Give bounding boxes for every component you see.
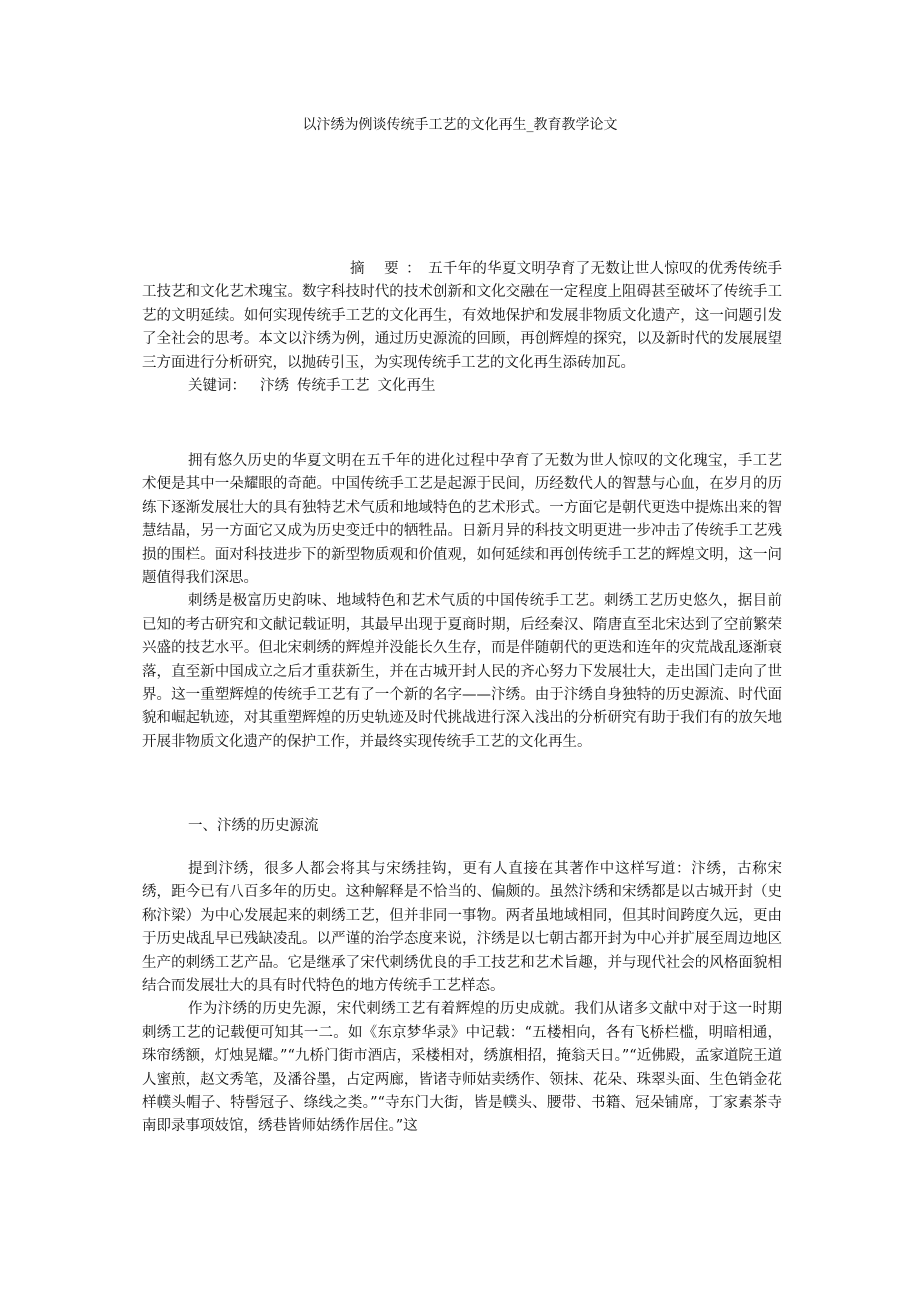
keywords-label: 关键词：: [188, 378, 246, 395]
introduction-block: [142, 450, 782, 754]
abstract-block: [142, 258, 782, 398]
keywords-line: [142, 375, 782, 398]
abstract-text: 五千年的华夏文明孕育了无数让世人惊叹的优秀传统手工技艺和文化艺术瑰宝。数字科技时代的技术创新和文化交融在一定程度上阻碍甚至破坏了传统手工艺的文明延续。如何实现传统手工艺的文化再生，有效地保护和发展非物质文化遗产，这一问题引发了全社会的思考。本文以汴绣为例，通过历史源流的回顾，再创辉煌的探究，以及新时代的发展展望三方面进行分析研究，以抛砖引玉，为实现传统手工艺的文化再生添砖加瓦。: [142, 261, 783, 371]
keyword-item: 文化再生: [377, 378, 436, 395]
abstract-label: 摘 要：: [350, 261, 429, 277]
body-paragraph: 刺绣是极富历史韵味、地域特色和艺术气质的中国传统手工艺。刺绣工艺历史悠久，据目前已知的考古研究和文献记载证明，其最早出现于夏商时期，后经秦汉、隋唐直至北宋达到了空前繁荣兴盛的技艺水平。但北宋刺绣的辉煌并没能长久生存，而是伴随朝代的更迭和连年的灾荒战乱逐渐衰落，直至新中国成立之后才重获新生，并在古城开封人民的齐心努力下发展壮大，走出国门走向了世界。这一重塑辉煌的传统手工艺有了一个新的名字——汴绣。由于汴绣自身独特的历史源流、时代面貌和崛起轨迹，对其重塑辉煌的历史轨迹及时代挑战进行深入浅出的分析研究有助于我们有的放矢地开展非物质文化遗产的保护工作，并最终实现传统手工艺的文化再生。: [142, 593, 782, 750]
section-body: [142, 858, 782, 1139]
section-heading: 一、汴绣的历史源流: [188, 818, 319, 834]
body-paragraph: 提到汴绣，很多人都会将其与宋绣挂钩，更有人直接在其著作中这样写道：汴绣，古称宋绣，距今已有八百多年的历史。这种解释是不恰当的、偏颇的。虽然汴绣和宋绣都是以古城开封（史称汴梁）为中心发展起来的刺绣工艺，但并非同一事物。两者虽地域相同，但其时间跨度久远，更由于历史战乱早已残缺凌乱。以严谨的治学态度来说，汴绣是以七朝古都开封为中心并扩展至周边地区生产的刺绣工艺产品。它是继承了宋代刺绣优良的手工技艺和艺术旨趣，并与现代社会的风格面貌相结合而发展壮大的具有时代特色的地方传统手工艺样态。: [142, 861, 782, 995]
document-title: 以汴绣为例谈传统手工艺的文化再生_教育教学论文: [302, 117, 618, 133]
keyword-item: 传统手工艺: [297, 378, 370, 395]
keyword-item: 汴绣: [260, 378, 289, 395]
abstract-paragraph: [142, 258, 782, 375]
body-paragraph: 作为汴绣的历史先源，宋代刺绣工艺有着辉煌的历史成就。我们从诸多文献中对于这一时期刺绣工艺的记载便可知其一二。如《东京梦华录》中记载：“五楼相向，各有飞桥栏槛，明暗相通，珠帘绣额，灯烛晃耀。”“九桥门街市酒店，采楼相对，绣旗相招，掩翁天日。”“近佛殿，孟家道院王道人蜜煎，赵文秀笔，及潘谷墨，占定两廊，皆诸寺师姑卖绣作、领抹、花朵、珠翠头面、生色销金花样幞头帽子、特髻冠子、绦线之类。”“寺东门大街，皆是幞头、腰带、书籍、冠朵铺席，丁家素茶寺南即录事项妓馆，绣巷皆师姑绣作居住。”这: [142, 1001, 782, 1135]
body-paragraph: 拥有悠久历史的华夏文明在五千年的进化过程中孕育了无数为世人惊叹的文化瑰宝，手工艺术便是其中一朵耀眼的奇葩。中国传统手工艺是起源于民间，历经数代人的智慧与心血，在岁月的历练下逐渐发展壮大的具有独特艺术气质和地域特色的艺术形式。一方面它是朝代更迭中提炼出来的智慧结晶，另一方面它又成为历史变迁中的牺牲品。日新月异的科技文明更进一步冲击了传统手工艺残损的围栏。面对科技进步下的新型物质观和价值观，如何延续和再创传统手工艺的辉煌文明，这一问题值得我们深思。: [142, 453, 782, 587]
